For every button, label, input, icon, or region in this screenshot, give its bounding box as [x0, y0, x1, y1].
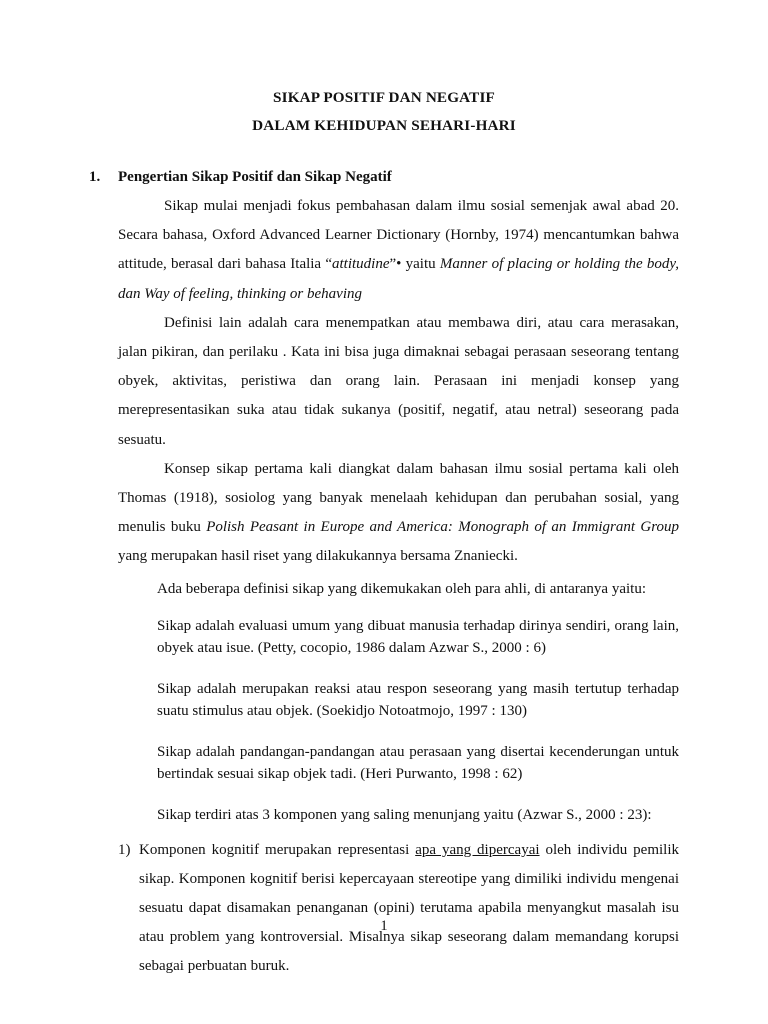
sublist-marker: 1) — [118, 841, 131, 858]
paragraph-3-italic-book-title: Polish Peasant in Europe and America: Monograph of an Immigrant Group — [206, 519, 679, 536]
paragraph-1-italic-attitudine: attitudine — [331, 256, 390, 273]
quote-item-1: Sikap adalah evaluasi umum yang dibuat manusia terhadap dirinya sendiri, orang lain, obyek atau isue. (Petty, cocopio, 1986 dalam Azwar S., 2000 : 6) — [157, 617, 679, 656]
quote-item-2: Sikap adalah merupakan reaksi atau respon seseorang yang masih tertutup terhadap suatu stimulus atau objek. (Soekidjo Notoatmojo, 1997 : 130) — [157, 680, 679, 719]
document-title-line-2: DALAM KEHIDUPAN SEHARI-HARI — [252, 117, 516, 134]
paragraph-3-text-b: yang merupakan hasil riset yang dilakukannya bersama Znaniecki. — [118, 548, 518, 565]
sublist-text-b: oleh individu pemilik sikap. Komponen kognitif berisi kepercayaan stereotipe yang dimiliki individu mengenai sesuatu dapat disamakan penanganan (opini) terutama apabila menyangkut masalah isu atau problem yang kontroversial. Misalnya sikap seseorang dalam memandang korupsi sebagai perbuatan buruk. — [139, 841, 680, 975]
sublist-body — [139, 836, 679, 982]
spacer — [89, 826, 679, 836]
sublist-underlined-phrase: apa yang dipercayai — [415, 841, 540, 858]
section-number: 1. — [89, 169, 101, 185]
sublist-text-a: Komponen kognitif merupakan representasi — [139, 841, 416, 858]
paragraph-3-text-a: Konsep sikap pertama kali diangkat dalam bahasan ilmu sosial pertama kali oleh Thomas (1918), sosiolog yang banyak menelaah kehidupan dan perubahan sosial, yang menulis buku — [118, 460, 679, 536]
paragraph-1 — [89, 192, 679, 309]
quotes-intro: Ada beberapa definisi sikap yang dikemukakan oleh para ahli, di antaranya yaitu: — [157, 580, 646, 597]
spacer — [89, 600, 679, 615]
quotes-closing: Sikap terdiri atas 3 komponen yang saling menunjang yaitu (Azwar S., 2000 : 23): — [157, 806, 652, 823]
spacer — [89, 785, 679, 804]
paragraph-2: Definisi lain adalah cara menempatkan atau membawa diri, atau cara merasakan, jalan pikiran, dan perilaku . Kata ini bisa juga dimaknai sebagai perasaan seseorang tentang obyek, aktivitas, peristiwa dan orang lain. Perasaan ini menjadi konsep yang merepresentasikan suka atau tidak sukanya (positif, negatif, atau netral) seseorang pada sesuatu. — [118, 314, 679, 448]
section-title: Pengertian Sikap Positif dan Sikap Negatif — [118, 169, 392, 185]
paragraph-1-text-a: Sikap mulai menjadi fokus pembahasan dalam ilmu sosial semenjak awal abad 20. Secara bahasa, Oxford Advanced Learner Dictionary (Hornby, 1974) mencantumkan bahwa attitude, berasal dari bahasa Italia “ — [118, 198, 679, 273]
spacer — [89, 722, 679, 741]
sublist-item-1 — [89, 836, 679, 982]
page-number: 1 — [380, 918, 388, 934]
paragraph-3 — [89, 455, 679, 572]
spacer — [89, 659, 679, 678]
paragraph-1-italic-manner: Manner of placing or holding the body, dan Way of feeling, thinking or behaving — [118, 256, 679, 302]
section-heading — [89, 169, 679, 186]
paragraph-1-text-b: ”• yaitu — [389, 256, 440, 273]
document-title-line-1: SIKAP POSITIF DAN NEGATIF — [273, 89, 495, 106]
quote-item-3: Sikap adalah pandangan-pandangan atau perasaan yang disertai kecenderungan untuk bertindak sesuai sikap objek tadi. (Heri Purwanto, 1998 : 62) — [157, 743, 679, 782]
document-content — [89, 84, 679, 982]
